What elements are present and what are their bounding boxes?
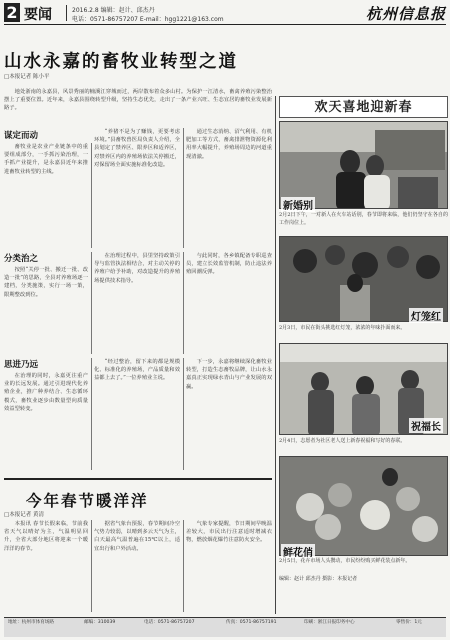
page-footer [4,617,446,637]
caption-1: 2月2日下午，一对新人在火车站话别，春节即将来临，他们仍坚守在各自的工作岗位上。 [279,212,448,226]
caption-4: 2月5日，花卉市场人头攒动，市民纷纷购买鲜花装点新年。 [279,558,411,564]
column-divider [183,358,184,470]
column-divider [183,520,184,612]
section2-text-c: 与此同时，各乡镇配备专职巡查员，建立长效监管机制，防止违法养殖回潮反弹。 [186,253,272,276]
section3-text-c: 下一步，永嘉将继续深化畜牧业转型，打造生态畜牧品牌，让山水永嘉真正实现绿水青山与产业发展的双赢。 [186,359,272,390]
column-divider [91,252,92,354]
panel-divider [275,96,276,614]
photo-tag-1: 新婚别 [281,197,315,212]
second-col2 [94,520,180,612]
photo-couple [279,121,448,209]
column-divider [183,252,184,354]
main-lead-text: 地处浙南的永嘉县，风景秀丽的楠溪江穿城而过，两岸散布着众多山村。为保护一江清水，畜禽养殖污染整治摆上了重要位置。近年来，永嘉县围绕转型升级，坚持生态优先，走出了一条产业兴旺、生态宜居的畜牧业发展新路子。 [4,89,272,112]
second-headline: 今年春节暖洋洋 [26,492,149,510]
section3-title: 思进乃远 [4,360,39,370]
section3-col2 [94,358,180,470]
main-headline: 山水永嘉的畜牧业转型之道 [4,52,238,72]
header-meta-line1 [72,5,155,14]
second-text-b: 据省气象台预报，春节期间冷空气势力较弱，以晴到多云天气为主，白天最高气温普遍在15℃以上，适宜出行和户外活动。 [94,521,180,552]
masthead-logo: 杭州信息报 [365,5,446,23]
article-separator [4,478,272,480]
page-number: 2 [4,3,20,22]
section3-text-b: “经过整治，留下来的都是规模化、标准化的养殖场，产品质量和效益都上去了。”一位养殖业主说。 [94,359,180,382]
section1-col1 [4,143,88,248]
section2-text-b: 在治理过程中，县里坚持政策引导与监管执法相结合，对主动关停的养殖户给予补助，对改造提升的养殖场提供技术指导。 [94,253,180,284]
column-divider [91,520,92,612]
section-name: 要闻 [24,7,52,23]
second-col3 [186,520,272,612]
section3-text-a: 在治理的同时，永嘉更注重产业的长远发展。通过引进现代化养殖企业，推广种养结合、生态循环模式，畜牧业逐步由数量型向质量效益型转变。 [4,373,88,412]
panel-credits: 编辑：赵计 邱杰丹 摄影：本报记者 [279,576,358,582]
second-col1 [4,520,88,612]
section1-col2 [94,128,180,248]
caption-3: 2月4日，志愿者为社区老人送上新春祝福和写好的春联。 [279,438,406,444]
main-byline: □本报记者 陈小平 [4,74,50,80]
page-header [4,3,446,25]
section1-col3 [186,128,272,248]
footer-printer: 印刷：浙江日报印务中心 [304,620,355,625]
second-byline: □本报记者 黄清 [4,512,44,518]
second-text-a: 本报讯 春节长假来临，节前我省天气以晴好为主，气温明显回升，全省大部分地区将迎来一个暖洋洋的春节。 [4,521,88,552]
section3-col3 [186,358,272,470]
section2-col1 [4,266,88,354]
photo-panel-title: 欢天喜地迎新春 [279,96,448,118]
editor-line: 编辑：赵计、邱杰丹 [100,7,155,14]
section1-text-c: 通过生态消纳、沼气利用、有机肥加工等方式，畜禽排泄物资源化利用率大幅提升，养殖场周边的河道重现清澈。 [186,129,272,160]
footer-phone: 电话：0571-86757207 [144,620,195,625]
photo-tag-4: 鲜花俏 [281,544,315,559]
section2-text-a: 按照“关停一批、搬迁一批、改造一批”的思路，全县对养殖场逐一建档，分类施策，实行一场一策，限期整改到位。 [4,267,88,298]
section2-col2 [94,252,180,354]
caption-2: 2月3日，市民在街头挑选红灯笼，浓浓的年味扑面而来。 [279,325,406,331]
footer-postcode: 邮编：310039 [84,620,116,625]
header-divider [66,5,67,21]
second-text-c: 气象专家提醒，节日期间早晚温差较大，市民出行注意适时增减衣物，燃放烟花爆竹注意防火安全。 [186,521,272,544]
phone: 电话：0571-86757207 [72,16,138,23]
photo-panel [279,96,448,586]
section1-text-a: 畜牧业是农业产业链条中的重要组成部分，一手抓污染治理，一手抓产业提升，是永嘉县近年来推进畜牧业转型的主线。 [4,144,88,175]
section2-title: 分类治之 [4,254,39,264]
photo-flowers-image [280,457,448,556]
photo-tag-2: 灯笼红 [409,308,443,323]
section1-text-b: “养猪不是为了赚钱，更要考虑环境。”县畜牧兽医局负责人介绍，全县划定了禁养区、限养区和适养区，对禁养区内的养殖场依法关停搬迁，对保留场全面实施标准化改造。 [94,129,180,168]
footer-price: 零售价：1元 [396,620,422,625]
column-divider [91,143,92,248]
footer-address: 地址：杭州市体育场路 [8,620,54,625]
photo-tag-3: 祝福长 [409,418,443,433]
email: E-mail：hgg1221@163.com [139,16,224,23]
photo-couple-image [280,122,448,209]
section3-col1 [4,372,88,470]
column-divider [183,128,184,248]
photo-flowers [279,456,448,556]
header-meta-line2 [72,14,224,23]
footer-fax: 传真：0571-86757191 [226,620,277,625]
main-lead [4,88,272,114]
section1-title: 谋定而动 [4,131,39,141]
section2-col3 [186,252,272,354]
issue-date: 2016.2.8 [72,7,99,14]
column-divider [91,358,92,470]
